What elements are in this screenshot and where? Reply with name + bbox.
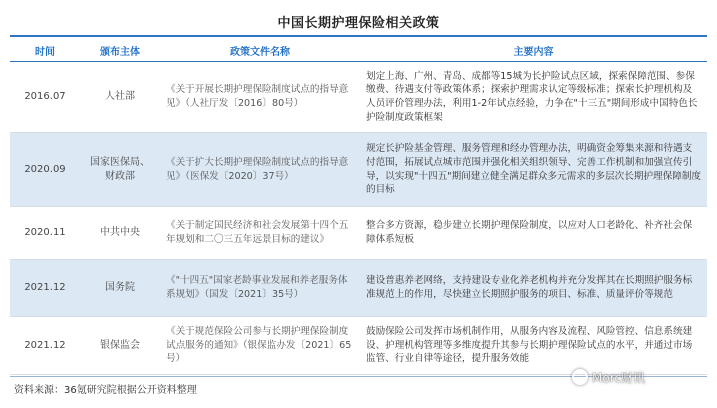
cell-issuer: 银保监会 (80, 317, 160, 375)
column-header-content: 主要内容 (360, 39, 707, 62)
cell-issuer: 中共中央 (80, 207, 160, 260)
watermark-text: Morc财讯 (592, 370, 645, 385)
watermark (572, 365, 645, 389)
cell-document: 《关于制定国民经济和社会发展第十四个五年规划和二〇三五年远景目标的建议》 (160, 207, 360, 260)
cell-document: 《"十四五"国家老龄事业发展和养老服务体系规划》（国发〔2021〕35号） (160, 260, 360, 317)
table-row (10, 62, 707, 133)
source-note: 资料来源：36氪研究院根据公开资料整理 (14, 385, 197, 396)
column-header-issuer: 颁布主体 (80, 39, 160, 62)
cell-document: 《关于规范保险公司参与长期护理保险制度试点服务的通知》（银保监办发〔2021〕65号） (160, 317, 360, 375)
table-row (10, 260, 707, 317)
policy-table-card (4, 4, 713, 404)
cell-document: 《关于扩大长期护理保险制度试点的指导意见》（医保发〔2020〕37号） (160, 133, 360, 207)
cell-issuer: 国家医保局、财政部 (80, 133, 160, 207)
cell-time: 2021.12 (10, 260, 80, 317)
column-header-document: 政策文件名称 (160, 39, 360, 62)
cell-content: 整合多方资源，稳步建立长期护理保险制度，以应对人口老龄化、补齐社会保障体系短板 (360, 207, 707, 260)
cell-content: 划定上海、广州、青岛、成都等15城为长护险试点区域，探索保障范围、参保缴费、待遇支付等政策体系；探索护理需求认定等级标准；探索长护理机构及人员评价管理办法，利用1-2年试点经验，力争在"十三五"期间形成中国特色长护险制度政策框架 (360, 62, 707, 133)
column-header-time: 时间 (10, 39, 80, 62)
cell-content: 规定长护险基金管理、服务管理和经办管理办法，明确资金筹集来源和待遇支付范围，拓展试点城市范围并强化相关组织领导、完善工作机制和加强宣传引导，以实现"十四五"期间建立健全满足群众多元需求的多层次长期护理保障制度的目标 (360, 133, 707, 207)
title-divider (10, 35, 707, 37)
cell-issuer: 国务院 (80, 260, 160, 317)
cell-issuer: 人社部 (80, 62, 160, 133)
cell-time: 2016.07 (10, 62, 80, 133)
cell-time: 2020.09 (10, 133, 80, 207)
table-row (10, 133, 707, 207)
cell-time: 2021.12 (10, 317, 80, 375)
cell-content: 鼓励保险公司发挥市场机制作用，从服务内容及流程、风险管控、信息系统建设、护理机构管理等多维度提升其参与长期护理保险试点的水平，并通过市场监管、行业自律等途径，提升服务效能 (360, 317, 707, 375)
cell-document: 《关于开展长期护理保险制度试点的指导意见》（人社厅发〔2016〕80号） (160, 62, 360, 133)
table-header-row (10, 39, 707, 62)
table-title: 中国长期护理保险相关政策 (277, 16, 440, 31)
policy-table (10, 39, 707, 375)
cell-time: 2020.11 (10, 207, 80, 260)
cell-content: 建设普惠养老网络，支持建设专业化养老机构并充分发挥其在长期照护服务标准规范上的作用，尽快建立长期照护服务的项目、标准、质量评价等规范 (360, 260, 707, 317)
table-row (10, 207, 707, 260)
watermark-logo-icon (572, 369, 588, 385)
